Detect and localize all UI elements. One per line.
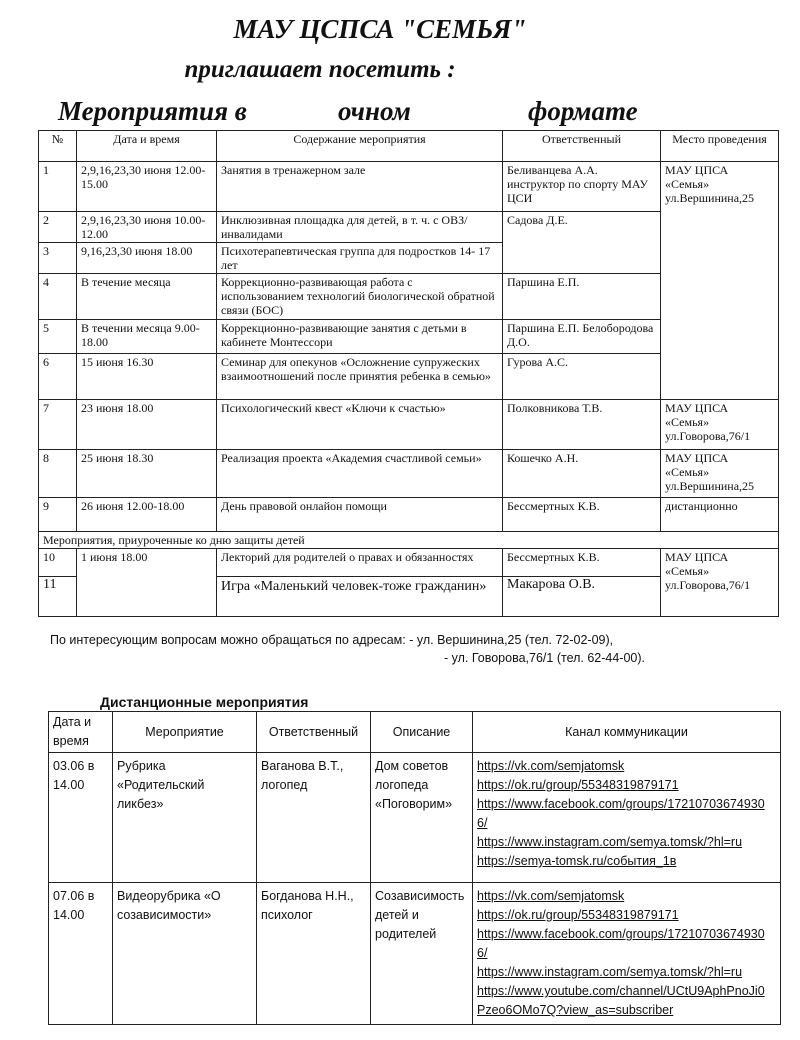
vk-link[interactable]: https://vk.com/semjatomsk [477, 889, 625, 903]
row-content: Психологический квест «Ключи к счастью» [217, 400, 503, 450]
row-num: 3 [39, 243, 77, 274]
section-title-part3: формате [528, 96, 638, 126]
table-row [49, 753, 781, 883]
row-num: 7 [39, 400, 77, 450]
row-date: 2,9,16,23,30 июня 10.00-12.00 [77, 212, 217, 243]
section-row [39, 532, 779, 549]
remote-events-table [48, 711, 781, 1025]
table-row [39, 162, 779, 212]
section-title-part2: очном [338, 96, 411, 126]
contacts-line-2: - ул. Говорова,76/1 (тел. 62-44-00). [444, 651, 646, 665]
row-num: 2 [39, 212, 77, 243]
row-place: МАУ ЦПСА «Семья» ул.Вершинина,25 [661, 162, 779, 400]
ok-link[interactable]: https://ok.ru/group/55348319879171 [477, 778, 679, 792]
row-responsible: Паршина Е.П. [503, 274, 661, 320]
row-responsible: Бессмертных К.В. [503, 498, 661, 532]
row-responsible: Бессмертных К.В. [503, 549, 661, 577]
contacts-block [50, 631, 790, 667]
row-date: 26 июня 12.00-18.00 [77, 498, 217, 532]
row-date: 9,16,23,30 июня 18.00 [77, 243, 217, 274]
row-channels [473, 883, 781, 1025]
row-responsible: Макарова О.В. [503, 577, 661, 617]
row-num: 1 [39, 162, 77, 212]
table-header-row [49, 712, 781, 753]
table-row [49, 883, 781, 1025]
row-responsible: Ваганова В.Т., логопед [257, 753, 371, 883]
row-date: В течении месяца 9.00-18.00 [77, 320, 217, 354]
instagram-link[interactable]: https://www.instagram.com/semya.tomsk/?hl=ru [477, 835, 743, 849]
col-header-description: Описание [371, 712, 473, 753]
contacts-line-1: По интересующим вопросам можно обращаться по адресам: - ул. Вершинина,25 (тел. 72-02-09), [50, 633, 614, 647]
row-place: МАУ ЦПСА «Семья» ул.Вершинина,25 [661, 450, 779, 498]
row-responsible: Беливанцева А.А. инструктор по спорту МАУ ЦСИ [503, 162, 661, 212]
row-date: 15 июня 16.30 [77, 354, 217, 400]
table-row [39, 498, 779, 532]
invite-subtitle: приглашает посетить : [184, 56, 456, 83]
row-place: дистанционно [661, 498, 779, 532]
row-num: 8 [39, 450, 77, 498]
col-header-place: Место проведения [661, 131, 779, 162]
row-responsible: Полковникова Т.В. [503, 400, 661, 450]
row-num: 4 [39, 274, 77, 320]
row-num: 5 [39, 320, 77, 354]
facebook-link[interactable]: https://www.facebook.com/groups/17210703674930 6/ [477, 797, 765, 830]
row-content: День правовой онлайон помощи [217, 498, 503, 532]
row-content: Лекторий для родителей о правах и обязанностях [217, 549, 503, 577]
row-responsible: Гурова А.С. [503, 354, 661, 400]
row-responsible: Паршина Е.П. Белобородова Д.О. [503, 320, 661, 354]
row-date: 23 июня 18.00 [77, 400, 217, 450]
vk-link[interactable]: https://vk.com/semjatomsk [477, 759, 625, 773]
col-header-num: № [39, 131, 77, 162]
row-content: Семинар для опекунов «Осложнение супружеских взаимоотношений после принятия ребенка в семью» [217, 354, 503, 400]
row-responsible: Садова Д.Е. [503, 212, 661, 274]
row-responsible: Кошечко А.Н. [503, 450, 661, 498]
row-event: Видеорубрика «О созависимости» [113, 883, 257, 1025]
section-label: Мероприятия, приуроченные ко дню защиты детей [39, 532, 779, 549]
row-num: 6 [39, 354, 77, 400]
col-header-event: Мероприятие [113, 712, 257, 753]
table-row [39, 450, 779, 498]
row-content: Реализация проекта «Академия счастливой семьи» [217, 450, 503, 498]
facebook-link[interactable]: https://www.facebook.com/groups/17210703674930 6/ [477, 927, 765, 960]
inperson-events-table [38, 130, 779, 617]
row-num: 10 [39, 549, 77, 577]
table-row [39, 549, 779, 577]
row-date: 03.06 в 14.00 [49, 753, 113, 883]
row-content: Занятия в тренажерном зале [217, 162, 503, 212]
row-description: Созависимость детей и родителей [371, 883, 473, 1025]
row-content: Психотерапевтическая группа для подростков 14- 17 лет [217, 243, 503, 274]
row-date: В течение месяца [77, 274, 217, 320]
col-header-date: Дата и время [77, 131, 217, 162]
row-place: МАУ ЦПСА «Семья» ул.Говорова,76/1 [661, 400, 779, 450]
col-header-content: Содержание мероприятия [217, 131, 503, 162]
row-content: Коррекционно-развивающая работа с использованием технологий биологической обратной связи (БОС) [217, 274, 503, 320]
table-row [39, 400, 779, 450]
section-title-part1: Мероприятия в [58, 96, 247, 126]
row-place: МАУ ЦПСА «Семья» ул.Говорова,76/1 [661, 549, 779, 617]
row-channels [473, 753, 781, 883]
instagram-link[interactable]: https://www.instagram.com/semya.tomsk/?hl=ru [477, 965, 743, 979]
row-content: Коррекционно-развивающие занятия с детьми в кабинете Монтессори [217, 320, 503, 354]
row-content: Инклюзивная площадка для детей, в т. ч. с ОВЗ/инвалидами [217, 212, 503, 243]
row-date: 25 июня 18.30 [77, 450, 217, 498]
row-date: 2,9,16,23,30 июня 12.00-15.00 [77, 162, 217, 212]
row-date: 1 июня 18.00 [77, 549, 217, 617]
row-responsible: Богданова Н.Н., психолог [257, 883, 371, 1025]
youtube-link[interactable]: https://www.youtube.com/channel/UCtU9AphPnoJi0 Pzeo6OMo7Q?view_as=subscriber [477, 984, 765, 1017]
org-title: МАУ ЦСПСА "СЕМЬЯ" [233, 14, 527, 44]
row-event: Рубрика «Родительский ликбез» [113, 753, 257, 883]
remote-events-title: Дистанционные мероприятия [100, 694, 309, 710]
col-header-responsible: Ответственный [503, 131, 661, 162]
col-header-date: Дата и время [49, 712, 113, 753]
row-num: 9 [39, 498, 77, 532]
row-num: 11 [39, 577, 77, 617]
ok-link[interactable]: https://ok.ru/group/55348319879171 [477, 908, 679, 922]
row-date: 07.06 в 14.00 [49, 883, 113, 1025]
row-content: Игра «Маленький человек-тоже гражданин» [217, 577, 503, 617]
table-header-row [39, 131, 779, 162]
col-header-responsible: Ответственный [257, 712, 371, 753]
website-link[interactable]: https://semya-tomsk.ru/события_1в [477, 854, 677, 868]
row-description: Дом советов логопеда «Поговорим» [371, 753, 473, 883]
col-header-channel: Канал коммуникации [473, 712, 781, 753]
